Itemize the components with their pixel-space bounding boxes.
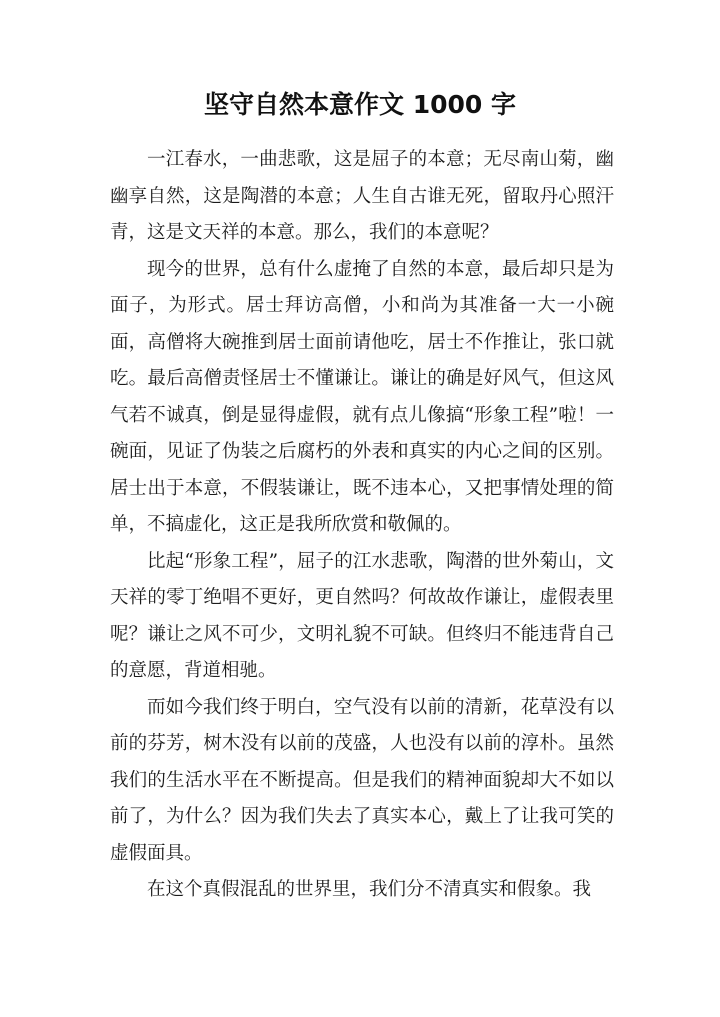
paragraph-1: 一江春水，一曲悲歌，这是屈子的本意；无尽南山菊，幽幽享自然，这是陶潜的本意；人生自古谁无死，留取丹心照汗青，这是文天祥的本意。那么，我们的本意呢？ [110, 149, 614, 243]
paragraph-2: 现今的世界，总有什么虚掩了自然的本意，最后却只是为面子，为形式。居士拜访高僧，小和尚为其准备一大一小碗面，高僧将大碗推到居士面前请他吃，居士不作推让，张口就吃。最后高僧责怪居士不懂谦让。谦让的确是好风气，但这风气若不诚真，倒是显得虚假，就有点儿像搞“形象工程”啦！一碗面，见证了伪装之后腐朽的外表和真实的内心之间的区别。居士出于本意，不假装谦让，既不违本心，又把事情处理的简单，不搞虚化，这正是我所欣赏和敬佩的。 [110, 258, 614, 535]
paragraph-5: 在这个真假混乱的世界里，我们分不清真实和假象。我 [147, 879, 592, 900]
paragraph-3: 比起“形象工程”，屈子的江水悲歌，陶潜的世外菊山，文天祥的零丁绝唱不更好，更自然吗？何故故作谦让，虚假表里呢？谦让之风不可少，文明礼貌不可缺。但终归不能违背自己的意愿，背道相驰。 [110, 550, 614, 681]
document-body [110, 142, 614, 909]
paragraph-4: 而如今我们终于明白，空气没有以前的清新，花草没有以前的芬芳，树木没有以前的茂盛，人也没有以前的淳朴。虽然我们的生活水平在不断提高。但是我们的精神面貌却大不如以前了，为什么？因为我们失去了真实本心，戴上了让我可笑的虚假面具。 [110, 696, 614, 864]
document-title: 坚守自然本意作文 1000 字 [204, 90, 516, 119]
